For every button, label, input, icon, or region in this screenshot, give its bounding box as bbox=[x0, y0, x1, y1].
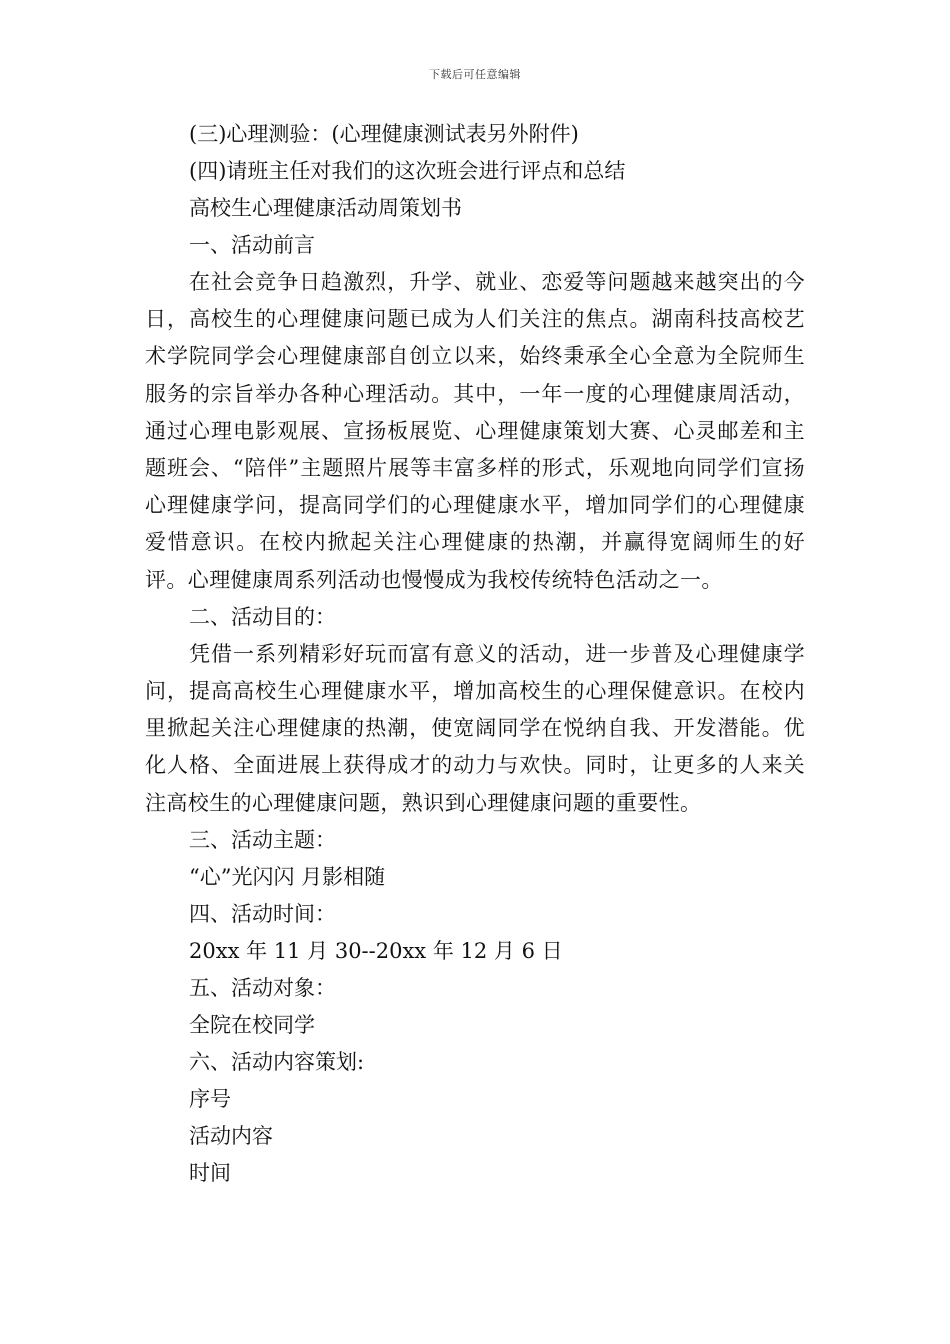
text-line-time-label: 时间 bbox=[189, 1160, 231, 1185]
text-line-serial-number: 序号 bbox=[189, 1086, 231, 1111]
section-heading-theme: 三、活动主题： bbox=[189, 827, 336, 852]
paragraph-preface: 在社会竞争日趋激烈，升学、就业、恋爱等问题越来越突出的今日，高校生的心理健康问题已成为人们关注的焦点。湖南科技高校艺术学院同学会心理健康部自创立以来，始终秉承全心全意为全院师生服务的宗旨举办各种心理活动。其中，一年一度的心理健康周活动，通过心理电影观展、宣扬板展览、心理健康策划大赛、心灵邮差和主题班会、“陪伴”主题照片展等丰富多样的形式，乐观地向同学们宣扬心理健康学问，提高同学们的心理健康水平，增加同学们的心理健康爱惜意识。在校内掀起关注心理健康的热潮，并赢得宽阔师生的好评。心理健康周系列活动也慢慢成为我校传统特色活动之一。 bbox=[145, 270, 805, 592]
text-line-theme: “心”光闪闪 月影相随 bbox=[189, 864, 386, 889]
page-header-note: 下载后可任意编辑 bbox=[429, 68, 521, 81]
text-line-audience: 全院在校同学 bbox=[189, 1012, 315, 1037]
document-body bbox=[145, 116, 805, 1192]
document-title: 高校生心理健康活动周策划书 bbox=[189, 196, 462, 220]
section-heading-plan: 六、活动内容策划: bbox=[189, 1049, 365, 1074]
section-heading-time: 四、活动时间： bbox=[189, 901, 336, 926]
text-line-mental-test: (三)心理测验：(心理健康测试表另外附件) bbox=[189, 122, 579, 146]
section-heading-preface: 一、活动前言 bbox=[189, 233, 315, 257]
section-heading-purpose: 二、活动目的： bbox=[189, 604, 336, 629]
paragraph-purpose: 凭借一系列精彩好玩而富有意义的活动，进一步普及心理健康学问，提高高校生心理健康水平，增加高校生的心理保健意识。在校内里掀起关注心理健康的热潮，使宽阔同学在悦纳自我、开发潜能。优化人格、全面进展上获得成才的动力与欢快。同时，让更多的人来关注高校生的心理健康问题，熟识到心理健康问题的重要性。 bbox=[145, 641, 805, 815]
text-line-time: 20xx 年 11 月 30--20xx 年 12 月 6 日 bbox=[189, 938, 563, 963]
text-line-teacher-review: (四)请班主任对我们的这次班会进行评点和总结 bbox=[189, 159, 626, 183]
section-heading-audience: 五、活动对象： bbox=[189, 975, 336, 1000]
text-line-activity-content: 活动内容 bbox=[189, 1123, 273, 1148]
